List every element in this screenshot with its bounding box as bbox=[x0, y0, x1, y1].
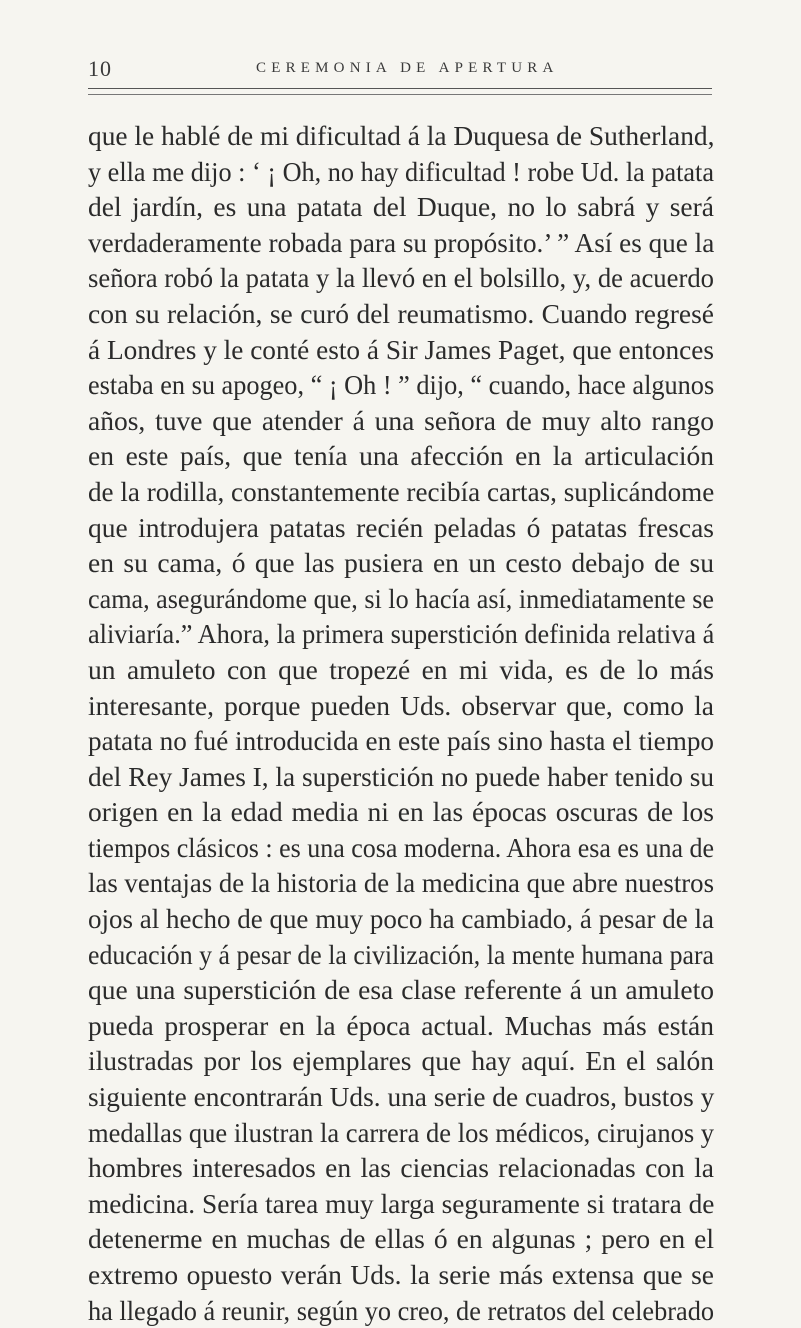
text-line: á Londres y le conté esto á Sir James Paget, que entonces bbox=[88, 333, 714, 365]
text-line: medicina. Sería tarea muy larga seguramente si tratara de bbox=[88, 1187, 715, 1219]
text-line: las ventajas de la historia de la medicina que abre nuestros bbox=[88, 867, 714, 899]
text-line: cama, asegurándome que, si lo hacía así, inmediatamente se bbox=[88, 582, 714, 614]
text-line: que introdujera patatas recién peladas ó patatas frescas bbox=[88, 511, 714, 543]
text-line: educación y á pesar de la civilización, la mente humana para bbox=[88, 938, 714, 970]
text-line: señora robó la patata y la llevó en el bolsillo, y, de acuerdo bbox=[88, 262, 714, 294]
text-line: verdaderamente robada para su propósito.’ ” Así es que la bbox=[88, 226, 715, 258]
text-line: ojos al hecho de que muy poco ha cambiado, á pesar de la bbox=[88, 903, 714, 935]
header-rule-secondary bbox=[88, 94, 712, 95]
running-head: CEREMONIA DE APERTURA bbox=[256, 60, 559, 76]
text-line: del Rey James I, la superstición no puede haber tenido su bbox=[88, 760, 715, 792]
text-line: hombres interesados en las ciencias relacionadas con la bbox=[88, 1152, 714, 1184]
body-text bbox=[88, 118, 714, 1328]
text-line: con su relación, se curó del reumatismo. Cuando regresé bbox=[88, 297, 714, 329]
text-line: patata no fué introducida en este país sino hasta el tiempo bbox=[88, 725, 714, 757]
text-line: ha llegado á reunir, según yo creo, de retratos del celebrado bbox=[88, 1294, 715, 1326]
text-line: extremo opuesto verán Uds. la serie más extensa que se bbox=[88, 1259, 714, 1290]
text-line: un amuleto con que tropezé en mi vida, es de lo más bbox=[88, 653, 714, 685]
page-number: 10 bbox=[88, 56, 112, 81]
header-rule bbox=[88, 88, 712, 89]
text-line: en su cama, ó que las pusiera en un cesto debajo de su bbox=[88, 547, 714, 579]
text-line: de la rodilla, constantemente recibía cartas, suplicándome bbox=[88, 475, 715, 507]
text-line: del jardín, es una patata del Duque, no lo sabrá y será bbox=[88, 191, 714, 223]
text-line: aliviaría.” Ahora, la primera superstición definida relativa á bbox=[88, 618, 715, 650]
text-line: detenerme en muchas de ellas ó en algunas ; pero en el bbox=[88, 1223, 714, 1255]
page-header bbox=[88, 56, 712, 82]
text-line: en este país, que tenía una afección en la articulación bbox=[88, 440, 714, 472]
text-line: siguiente encontrarán Uds. una serie de cuadros, bustos y bbox=[88, 1081, 715, 1113]
text-line: y ella me dijo : ‘ ¡ Oh, no hay dificultad ! robe Ud. la patata bbox=[88, 155, 714, 187]
text-line: origen en la edad media ni en las épocas oscuras de los bbox=[88, 796, 714, 828]
text-line: estaba en su apogeo, “ ¡ Oh ! ” dijo, “ cuando, hace algunos bbox=[88, 369, 715, 401]
text-line: interesante, porque pueden Uds. observar que, como la bbox=[88, 689, 714, 721]
text-line: años, tuve que atender á una señora de muy alto rango bbox=[88, 404, 714, 436]
text-line: tiempos clásicos : es una cosa moderna. Ahora esa es una de bbox=[88, 831, 714, 863]
text-line: pueda prosperar en la época actual. Muchas más están bbox=[88, 1009, 714, 1041]
text-line: ilustradas por los ejemplares que hay aquí. En el salón bbox=[88, 1045, 714, 1077]
text-line: que una superstición de esa clase referente á un amuleto bbox=[88, 974, 714, 1006]
text-line: que le hablé de mi dificultad á la Duquesa de Sutherland, bbox=[88, 120, 715, 151]
text-line: medallas que ilustran la carrera de los médicos, cirujanos y bbox=[88, 1116, 715, 1148]
